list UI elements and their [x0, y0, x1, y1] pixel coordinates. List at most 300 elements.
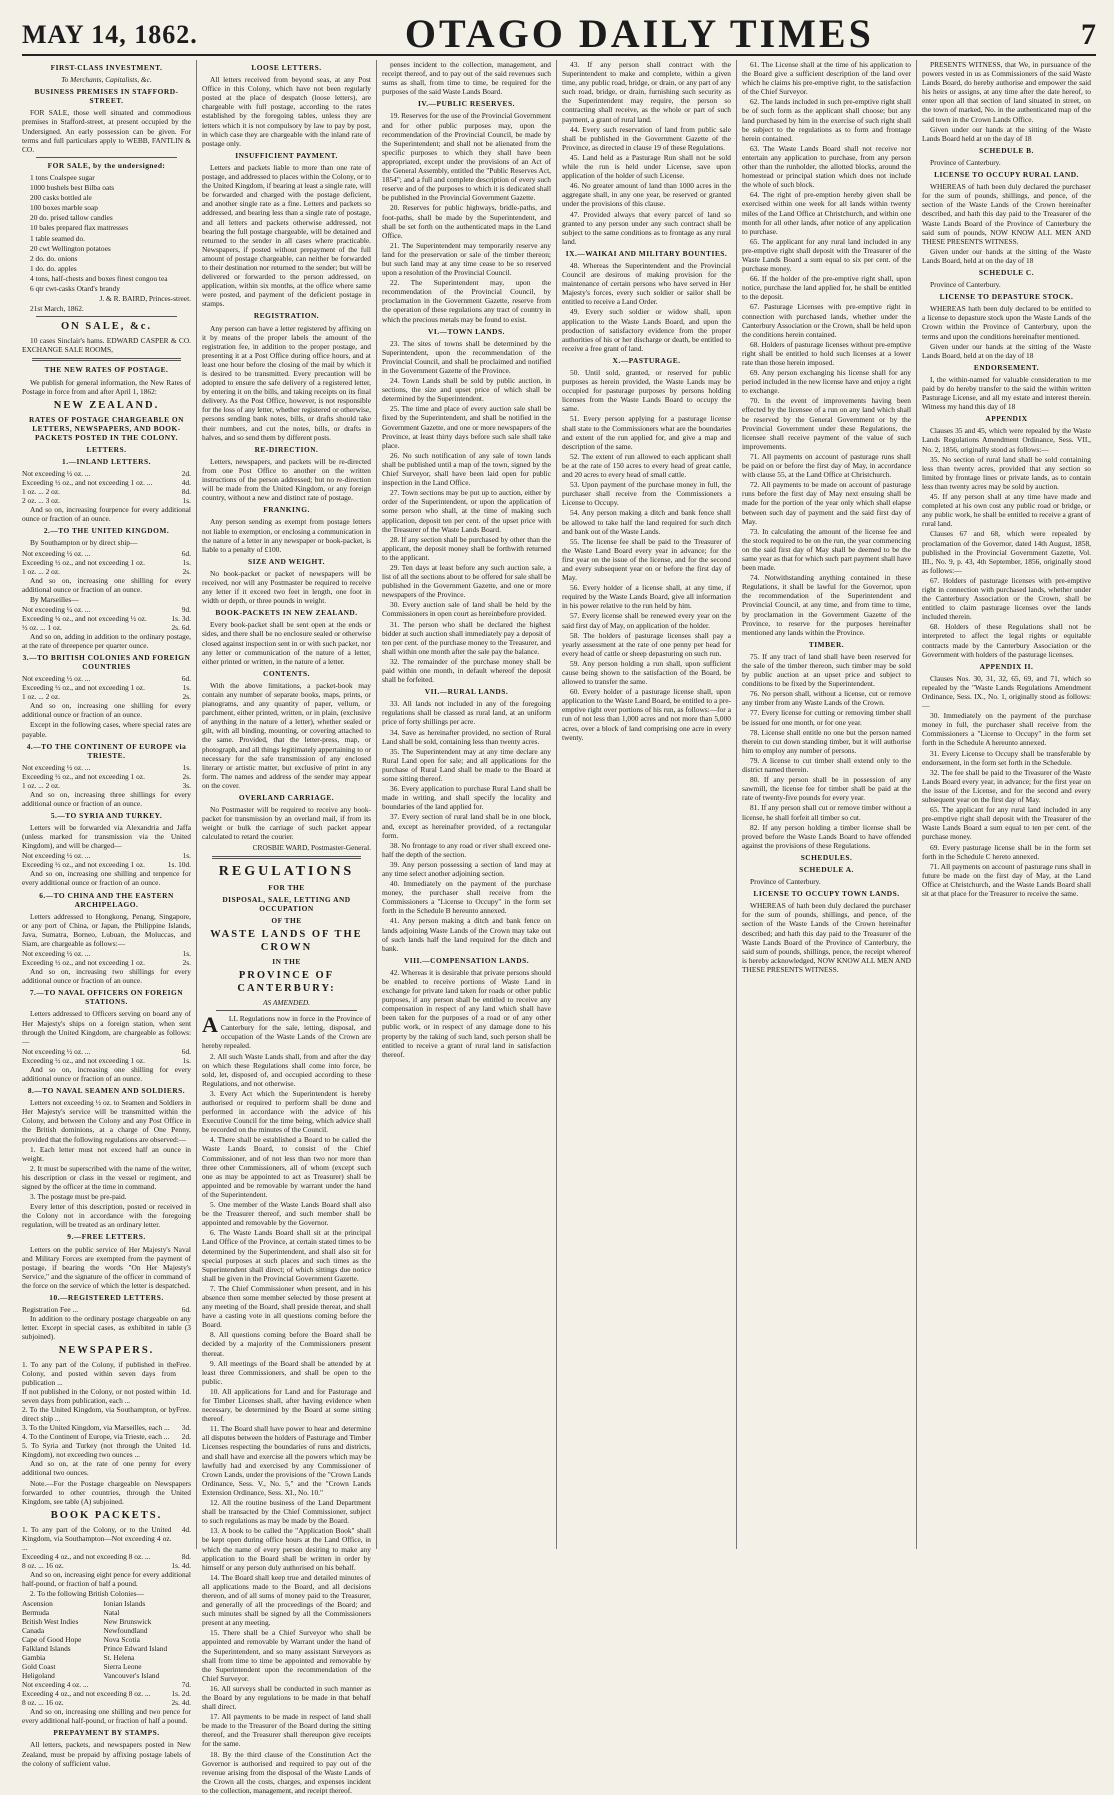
paragraph: 32. The fee shall be paid to the Treasurer of the Waste Lands Board every year, in advance; for the first year on the issue of the License, and for the second and every subsequent year on the first day of May. [922, 767, 1091, 805]
paragraph: 31. Every License to Occupy shall be transferable by endorsement, in the form set forth in the Schedule. [922, 748, 1091, 767]
rate-value: 1s. 10d. [167, 860, 191, 870]
rate-value: 7d. [181, 1680, 191, 1690]
rate-value: 1s. [182, 557, 191, 567]
paragraph: VII.—RURAL LANDS. [424, 687, 509, 697]
paragraph: 15. There shall be a Chief Surveyor who shall be appointed and removable by Warrant under the hand of the Superintendent, and so many assistant Surveyors as shall from time to time be appointed and removable by the Superintendent upon the recommendation of the Chief Surveyor. [202, 1628, 371, 1683]
paragraph: 75. If any tract of land shall have been reserved for the sale of the timber thereon, such timber may be sold by public auction at an upset price and subject to conditions to be fixed by the Superintendent. [742, 651, 911, 689]
rate-table [22, 851, 191, 869]
table-row [22, 1441, 191, 1459]
rate-table [22, 1680, 191, 1707]
regulations-paragraphs [742, 60, 911, 974]
paragraph: 9. All meetings of the Board shall be attended by at least three Commissioners, and shall be open to the public. [202, 1358, 371, 1386]
paragraph: And so on, increasing one shilling for every additional ounce or fraction of an ounce. [22, 701, 191, 720]
paragraph: By Marseilles— [30, 594, 79, 604]
page-number: 7 [1080, 18, 1096, 51]
column-1 [22, 60, 196, 1768]
paragraph: 49. Every such soldier or widow shall, upon application to the Waste Lands Board, and upon the production of satisfactory evidence from the proper authorities of his or her discharge or death, be entitled to receive a free grant of land. [562, 307, 731, 353]
paragraph: And so on, increasing three shillings for every additional ounce or fraction of an ounce. [22, 789, 191, 808]
regulations-for: FOR THE [268, 882, 305, 892]
paragraph: 60. Every holder of a pasturage license shall, upon application to the Waste Land Board, be entitled to a pre-emptive right over portions of his run, as follows:—for a run of not less than 1,000 acres and not more than 5,000 acres, over a block of land comprising one acre in every twenty. [562, 687, 731, 742]
rate-value: 1s. [182, 1055, 191, 1065]
paragraph: 13. A book to be called the "Application Book" shall be kept open during office hours at the Land Office, in which the name of every person desiring to make any application to the Board shall be written in order by himself or any person duly authorised on his behalf. [202, 1526, 371, 1572]
table-row [22, 1047, 191, 1056]
paragraph: 11. The Board shall have power to hear and determine all disputes between the holders of Pasturage and Timber Licenses respecting the boundaries of runs and districts, and shall have and exercise all the powers which may be lawfully had and exercised by any Commissioner of Crown Lands, under the provisions of the "Crown Lands Ordinance, Sess. V., No. 5," and the "Crown Lands Extension Ordinance, Sess. XI., No. 10." [202, 1424, 371, 1497]
paragraph: 71. All payments on account of pasturage runs shall be paid on or before the first day of May, in accordance with clause 55, at the Land Office at Christchurch. [742, 451, 911, 480]
rate-label: Exceeding ½ oz., and not exceeding 1 oz. [22, 771, 145, 781]
rate-table [22, 1047, 191, 1065]
table-row [22, 478, 191, 487]
column-4 [556, 60, 736, 1549]
table-row [22, 1671, 191, 1680]
rate-table [22, 1525, 191, 1570]
rate-table [22, 605, 191, 632]
table-row [22, 763, 191, 772]
paragraph: 18. By the third clause of the Constitution Act the Governor is authorised and required to pay out of the revenue arising from the disposal of the Waste Lands of the Crown all the costs, charges, and expenses incident to the collection, management, and receipt thereof. [202, 1749, 371, 1795]
rate-label: Exceeding ½ oz., and not exceeding 1 oz. [22, 683, 145, 693]
paragraph: 30. Immediately on the payment of the purchase money in full, the purchaser shall receive from the Commissioners a "License to Occupy" in the form set forth in the Schedule A hereunto annexed. [922, 711, 1091, 748]
regulations-title: REGULATIONS [218, 863, 355, 879]
masthead-date: MAY 14, 1862. [22, 20, 198, 49]
divider [212, 856, 361, 859]
paragraph: 20 cwt Wellington potatoes [30, 243, 111, 253]
paragraph: 10 bales prepared flax mattresses [30, 223, 129, 233]
ad-heading: FIRST-CLASS INVESTMENT. [50, 63, 163, 72]
table-cell: Canada [22, 1626, 45, 1636]
table-row [22, 1552, 191, 1561]
table-row [22, 1662, 191, 1671]
colonies-table [22, 1599, 191, 1680]
regulations-paragraphs [202, 1014, 371, 1795]
table-row [22, 614, 191, 623]
regulations-paragraphs [562, 60, 731, 742]
table-cell: Ionian Islands [103, 1599, 146, 1609]
rate-heading: 8.—TO NAVAL SEAMEN AND SOLDIERS. [27, 1086, 186, 1096]
rate-label: Exceeding 4 oz., and not exceeding 8 oz. ... [22, 1689, 151, 1699]
rate-label: 3. To the United Kingdom, via Marseilles, each ... [22, 1423, 170, 1433]
rate-value: 2s. [182, 958, 191, 968]
rate-label: Not exceeding ½ oz. ... [22, 762, 91, 772]
paragraph: Letters and packets liable to more than one rate of postage, and addressed to places within the Colony, or to the United Kingdom, if bearing at least a single rate, will be forwarded and charged with the postage deficient, and another single rate as a fine. Letters and packets so addressed, and bearing less than a single rate of postage, and all letters and packets otherwise addressed, not bearing the full postage chargeable, will be detained and returned to the sender in all cases where practicable. Newspapers, if posted without prepayment of the full amount of postage chargeable, can neither be forwarded to their destination nor returned to the sender; but will be delivered or forwarded to the person addressed, on application, within six months, at the office where same were posted, and payment of the deficient postage in stamps. [202, 162, 371, 309]
paragraph: 42. Whereas it is desirable that private persons should be enabled to receive portions of Waste Land in exchange for private land taken for roads or other public purposes, if any person shall be entitled to receive any compensation in respect of any land which shall have been taken for the purposes of a road or of any other public work, or in respect of any damage done to his property by the taking of such land, such person shall be entitled to receive a grant of rural land in satisfaction thereof. [382, 967, 551, 1059]
rate-value: 8d. [181, 1551, 191, 1561]
rate-table [22, 1305, 191, 1314]
divider [36, 157, 177, 158]
rate-label: Exceeding ½ oz., and not exceeding 1 oz. [22, 1055, 145, 1065]
regulations-paragraphs [922, 60, 1091, 898]
table-row [22, 1608, 191, 1617]
rate-label: 1 oz. ... 2 oz. [22, 692, 60, 702]
rate-value: 2s. [182, 692, 191, 702]
table-cell: Falkland Islands [22, 1644, 71, 1654]
paragraph: And so on, increasing one shilling for every additional ounce or fraction of an ounce. [22, 575, 191, 594]
paragraph: TIMBER. [808, 639, 845, 649]
regulations-amended: AS AMENDED. [262, 998, 311, 1008]
table-cell: Cape of Good Hope [22, 1635, 82, 1645]
paragraph: And so on, adding in addition to the ordinary postage, at the rate of threepence per quarter ounce. [22, 631, 191, 650]
section-subheading: RATES OF POSTAGE CHARGEABLE ON LETTERS, NEWSPAPERS, AND BOOK-PACKETS POSTED IN THE COLONY. [29, 414, 184, 442]
paragraph: Letters on the public service of Her Majesty's Naval and Military Forces are exempted from the payment of postage, if bearing the words "On Her Majesty's Service," and the signature of the officer in command of the force on the service of which the letter is despatched. [22, 1244, 191, 1290]
paragraph: Every letter of this description, posted or received in the Colony not in accordance with the foregoing regulation, will be treated as an ordinary letter. [22, 1202, 191, 1230]
paragraph: 48. Whereas the Superintendent and the Provincial Council are desirous of making provision for the maintenance of certain persons who have served in Her Majesty's forces, every such soldier or sailor shall be entitled to receive a Land Order. [562, 260, 731, 307]
rate-table [22, 549, 191, 576]
paragraph: Given under our hands at the sitting of the Waste Lands Board held at on the day of 18 [922, 124, 1091, 143]
rate-heading: 4.—TO THE CONTINENT OF EUROPE via TRIESTE. [26, 741, 187, 760]
table-row [22, 772, 191, 781]
table-row [22, 674, 191, 683]
paragraph: And so on, increasing one shilling and tenpence for every additional ounce or fraction of an ounce. [22, 869, 191, 888]
paragraph: 71. All payments on account of pasturage runs shall in future be made on the first day of May, at the Land Office at Christchurch, and the Waste Lands Board shall sit at that place for the Treasurer to receive the same. [922, 861, 1091, 898]
rate-value: 4d. [181, 478, 191, 488]
rate-label: 2. To the United Kingdom, via Southampton, or by direct ship ... [22, 1405, 177, 1424]
paragraph: 43. If any person shall contract with the Superintendent to make and complete, within a given time, any public road, bridge, or drain, or any part of any such road, bridge, or drain, furnishing such security as the Superintendent may require, the person so contracting shall receive, as the whole or part of such payment, a grant of rural land. [562, 60, 731, 124]
table-row [22, 1387, 191, 1405]
rate-label: Not exceeding ½ oz. ... [22, 949, 91, 959]
table-cell: New Brunswick [103, 1617, 152, 1627]
table-row [22, 567, 191, 576]
rate-value: 6d. [181, 1046, 191, 1056]
divider [36, 316, 177, 317]
paragraph: 68. Holders of pasturage licenses without pre-emptive right shall be entitled to hold such licenses at a lower rate than those herein imposed. [742, 339, 911, 367]
rate-label: 1. To any part of the Colony, or to the United Kingdom, via Southampton—Not exceeding 4 oz. ... [22, 1524, 172, 1552]
divider [216, 1010, 357, 1011]
rate-heading: 10.—REGISTERED LETTERS. [49, 1293, 164, 1302]
paragraph: 16. All surveys shall be conducted in such manner as the Board by any regulations to be made in that behalf shall direct. [202, 1683, 371, 1712]
rate-value: 2d. [181, 1432, 191, 1442]
paragraph: 64. The right of pre-emption hereby given shall be exercised within one week for all lands within twenty miles of the Land Office at Christchurch, and within one month for all other lands, after notice of any application to purchase. [742, 190, 911, 236]
paragraph: Any person can have a letter registered by affixing on it by means of the proper labels the amount of the registration fee, in addition to the proper postage, and presenting it at a Post Office during office hours, and at least one hour before the closing of the mail by which it is desired to be transmitted. Every precaution will be adopted to ensure the safe delivery of a registered letter, by entering it on the bills, and taking receipts on its final delivery. As the Post Office, however, is not responsible for the loss of any letter, whether registered or otherwise, persons sending bank notes, bills, or drafts should take their numbers, and cut the notes, bills, or drafts in halves, and so send them by different posts. [202, 323, 372, 442]
paragraph: 24. Town Lands shall be sold by public auction, in sections, the size and upset price of which shall be determined by the Superintendent. [382, 376, 551, 404]
table-row [22, 1635, 191, 1644]
paragraph: All letters received from beyond seas, at any Post Office in this Colony, which have not been regularly posted at the place of despatch (loose letters), are chargeable with full postage, according to the rates established by the foregoing tables, unless they are letters which it is not compulsory by law to pay by post, in which case they are chargeable with the inland rate of postage only. [202, 75, 371, 148]
paragraph: 73. In calculating the amount of the license fee and the stock required to be on the run, the year commencing on the said first day of May shall be deemed to be the same year as that for which such part payment shall have been made. [742, 526, 911, 573]
paragraph: ENDORSEMENT. [973, 362, 1040, 372]
paragraph: 7. The Chief Commissioner when present, and in his absence then some member selected by those present at any meeting of the Board, shall preside thereat, and shall have a casting vote in all questions coming before the Board. [202, 1283, 371, 1330]
paragraph: 28. If any section shall be purchased by other than the applicant, the deposit money shall be forthwith returned to the applicant. [382, 534, 551, 562]
table-row [22, 1599, 191, 1608]
section-heading: NEW ZEALAND. [53, 399, 160, 411]
paragraph: 68. Holders of these Regulations shall not be interpreted to affect the legal rights or equitable contracts made by the Canterbury Association or the Government with holders of the pasturage licenses. [922, 622, 1091, 659]
paragraph: 6. The Waste Lands Board shall sit at the principal Land Office of the Province, at certain stated times to be determined by the Superintendent, and shall also sit for special purposes at such places and such times as the Superintendent shall direct; of which sittings due notice shall be given in the Provincial Government Gazette. [202, 1228, 371, 1283]
paragraph: 53. Upon payment of the purchase money in full, the purchaser shall receive from the Commissioners a License to Occupy. [562, 480, 731, 508]
rate-label: Not exceeding ½ oz. ... [22, 469, 91, 479]
paragraph: All letters, packets, and newspapers posted in New Zealand, must be prepaid by affixing postage labels of the colony of sufficient value. [22, 1740, 191, 1768]
paragraph: 74. Notwithstanding anything contained in these Regulations, it shall be lawful for the Governor, upon the recommendation of the Superintendent and Provincial Council, at any time, and from time to time, by proclamation in the Government Gazette of the Province, to reserve for the purposes hereinafter mentioned any lands within the Province. [742, 573, 911, 637]
rate-value: 4d. [181, 1524, 191, 1534]
table-row [22, 487, 191, 496]
paragraph: 200 casks bottled ale [30, 193, 92, 203]
rate-value: 3d. [181, 1423, 191, 1433]
rate-label: 2 oz. ... 3 oz. [22, 496, 60, 506]
rate-heading: 7.—TO NAVAL OFFICERS ON FOREIGN STATIONS. [29, 988, 184, 1007]
paragraph: 3. The postage must be pre-paid. [30, 1192, 127, 1202]
paragraph: 4 tons, half-chests and boxes finest congou tea [30, 273, 168, 283]
paragraph: Clauses Nos. 30, 31, 32, 65, 69, and 71, which so repealed by the "Waste Lands Regulations Amendment Ordinance, Sess. IX., No. 1, originally stood as follows:— [922, 673, 1091, 711]
paragraph: 1000 bushels best Bilba oats [30, 183, 115, 193]
paragraph: 62. The lands included in such pre-emptive right shall be of such form as the applicant shall choose; but any land purchased by him in the exercise of such right shall be subject to the regulations as to form and frontage herein contained. [742, 97, 911, 143]
paragraph: Except in the following cases, where special rates are payable. [22, 720, 191, 739]
rate-value: Free. [176, 1360, 191, 1370]
regulations-paragraphs [382, 60, 551, 1059]
paragraph: 66. If the holder of the pre-emptive right shall, upon notice, purchase the land applied for, he shall be entitled to the deposit. [742, 274, 911, 302]
table-row [22, 1405, 191, 1423]
table-row [22, 558, 191, 567]
rate-label: 1 oz. ... 2 oz. [22, 566, 60, 576]
rate-value: 6d. [181, 548, 191, 558]
drop-cap: A [202, 1012, 218, 1038]
paragraph: Letters addressed to Hongkong, Penang, Singapore, or any port of China, or Japan, the Philippine Islands, Java, Sumatra, Borneo, Lubuan, the Moluccas, and Siam, are chargeable as follows:— [22, 911, 191, 948]
paragraph: 32. The remainder of the purchase money shall be paid within one month, in default whereof the deposit shall be forfeited. [382, 656, 551, 685]
table-row [22, 496, 191, 505]
section-heading: RE-DIRECTION. [254, 444, 319, 454]
table-cell: Ascension [22, 1599, 53, 1609]
paragraph: 12. All the routine business of the Land Department shall be transacted by the Chief Commissioner, subject to such regulations as may be made by the Board. [202, 1498, 371, 1526]
table-row [22, 1626, 191, 1635]
paragraph: No book-packet or packet of newspapers will be received, nor will any Postmaster be required to receive any letter if it exceed two feet in length, one foot in width or depth, or three pounds in weight. [202, 568, 371, 606]
paragraph: 34. Save as hereinafter provided, no section of Rural Land shall be sold, containing less than twenty acres. [382, 727, 551, 746]
paragraph: 14. The Board shall keep true and detailed minutes of all applications made to the Board, and all decisions thereon, and of all sums of money paid to the Treasurer, and generally of all the proceedings of the Board; and such minutes shall be signed by all the Commissioners present at any meeting. [202, 1572, 371, 1628]
paragraph: 27. Town sections may be put up to auction, either by order of the Superintendent, or upon the application of some person who shall, at the time of making such application, deposit ten per cent. of the upset price with the Treasurer of the Waste Lands Board. [382, 488, 551, 534]
paragraph: Letters, newspapers, and packets will be re-directed from one Post Office to another on the written instructions of the person addressed; but no re-direction will be made from the United Kingdom, or any foreign country, without a new and distinct rate of postage. [202, 456, 371, 503]
regulations-of: OF THE [271, 915, 302, 925]
column-6 [916, 60, 1096, 1549]
ad-body: 10 cases Sinclair's hams. EDWARD CASPER & CO. EXCHANGE SALE ROOMS, [22, 336, 191, 355]
paragraph: 69. Every pasturage license shall be in the form set forth in the Schedule C hereto annexed. [922, 842, 1091, 861]
rate-label: Exceeding ½ oz., and not exceeding 1 oz. [22, 557, 145, 567]
paragraph: 82. If any person holding a timber license shall be proved before the Waste Lands Board to have offended against the provisions of these Regulations. [742, 822, 911, 850]
paragraph: 4. There shall be established a Board to be called the Waste Lands Board, to consist of the Chief Commissioner, and of not less than two nor more than three other Commissioners, all of whom (except such one as may be appointed to act as Treasurer) shall be appointed and be removable by warrant under the hand of the Superintendent. [202, 1135, 371, 1199]
paragraph: 81. If any person shall cut or remove timber without a license, he shall forfeit all timber so cut. [742, 803, 911, 822]
paragraph: Note.—For the Postage chargeable on Newspapers forwarded to other countries, through the United Kingdom, see table (A) subjoined. [22, 1478, 191, 1506]
columns [22, 60, 1096, 1795]
column-3 [376, 60, 556, 1549]
paragraph: Clauses 35 and 45, which were repealed by the Waste Lands Regulations Amendment Ordinance, Sess. VII., No. 2, 1856, originally stood as follows:— [922, 426, 1091, 454]
ad-subline: To Merchants, Capitalists, &c. [61, 75, 152, 85]
masthead [22, 10, 1096, 56]
rate-label: 8 oz. ... 16 oz. [22, 1560, 64, 1570]
table-row [22, 692, 191, 701]
rate-label: Exceeding 4 oz., and not exceeding 8 oz. ... [22, 1551, 151, 1561]
paragraph: 76. No person shall, without a license, cut or remove any timber from any Waste Lands of the Crown. [742, 689, 911, 708]
paragraph: X.—PASTURAGE. [612, 355, 681, 365]
rate-heading: 1.—INLAND LETTERS. [62, 457, 151, 467]
regulations-subtitle: DISPOSAL, SALE, LETTING AND OCCUPATION [222, 894, 351, 913]
table-row [22, 549, 191, 558]
ad-heading: ON SALE, &c. [60, 321, 153, 333]
paragraph: 25. The time and place of every auction sale shall be fixed by the Superintendent, and shall be notified in the Government Gazette, and one or more newspapers of the Province, at least thirty days before such sale shall take place. [382, 404, 551, 450]
table-cell: Newfoundland [103, 1626, 148, 1636]
paragraph: 80. If any person shall be in possession of any sawmill, the license fee for timber shall be paid at the rate of twenty-five pounds for every year. [742, 775, 911, 803]
table-cell: Nova Scotia [103, 1635, 140, 1645]
paragraph: 30. Every auction sale of land shall be held by the Commissioners in open court as hereinbefore provided. [382, 600, 551, 619]
rate-label: Not exceeding ¼ oz. ... [22, 604, 91, 614]
paragraph: 29. Ten days at least before any such auction sale, a list of all the sections about to be offered for sale shall be published in the Government Gazette, and one or more newspapers of the Province. [382, 562, 551, 600]
table-row [22, 1561, 191, 1570]
ad-date: 21st March, 1862. [30, 304, 84, 314]
paragraph: 35. No section of rural land shall be sold containing less than twenty acres, provided that any section so limited by frontage lines or private lands, as to contain less than twenty acres may be sold by auction. [922, 454, 1091, 491]
paragraph: 58. The holders of pasturage licenses shall pay a yearly assessment at the rate of one penny per head for every head of cattle or sheep depasturing on such run. [562, 630, 731, 658]
paragraph: 59. Any person holding a run shall, upon sufficient cause being shown to the satisfaction of the Board, be allowed to transfer the same. [562, 658, 731, 687]
paragraph: IX.—WAIKAI AND MILITARY BOUNTIES. [565, 248, 728, 258]
rate-heading: 3.—TO BRITISH COLONIES AND FOREIGN COUNTRIES [22, 653, 191, 672]
regulations-in: IN THE [272, 956, 301, 966]
rate-value: 1s. [182, 683, 191, 693]
rate-value: 1s. [182, 949, 191, 959]
paragraph: Any person sending as exempt from postage letters not liable to exemption, or enclosing a communication in the nature of a letter in any newspaper or book-packet, is liable to a penalty of £100. [202, 517, 371, 554]
paragraph: 69. Any person exchanging his license shall for any period included in the new license have and enjoy a right to exchange. [742, 368, 911, 396]
paragraph: And so on, increasing two shillings for every additional ounce or fraction of an ounce. [22, 967, 191, 986]
table-row [22, 1432, 191, 1441]
paragraph: 19. Reserves for the use of the Provincial Government and for other public purposes may, upon the recommendation of the Provincial Council, be made by the Superintendent; and shall not be alienated from the specific purposes to which they shall have been appropriated, except under the provisions of an Act of the General Assembly, entitled the "Public Reserves Act, 1854"; and a full and complete description of every such reserve and of the purposes to which it is dedicated shall be published in the Provincial Government Gazette. [382, 111, 551, 203]
paragraph: APPENDIX [985, 414, 1028, 424]
table-row [22, 860, 191, 869]
section-heading: LETTERS. [86, 445, 127, 454]
paragraph: 6 qtr cwt-casks Otard's brandy [30, 283, 120, 293]
rate-value: 2s. [182, 771, 191, 781]
rate-value: 1d. [181, 1387, 191, 1397]
paragraph: And so on, increasing one shilling for every additional ounce or fraction of an ounce. [22, 1064, 191, 1083]
paragraph: 47. Provided always that every parcel of land so granted to any person under any such contract shall be subject to the same conditions as to frontage as any rural land. [562, 209, 731, 246]
rate-heading: 6.—TO CHINA AND THE EASTERN ARCHIPELAGO. [39, 890, 174, 909]
paragraph: 57. Every license shall be renewed every year on the said first day of May, on application of the holder. [562, 611, 731, 630]
rate-value: 1d. [181, 1441, 191, 1451]
paragraph: 65. The applicant for any rural land included in any pre-emptive right shall deposit with the Treasurer of the Waste Lands Board a sum equal to ten per cent. of the purchase money. [922, 805, 1091, 842]
masthead-title: OTAGO DAILY TIMES [404, 11, 874, 56]
rate-value: 8d. [181, 487, 191, 497]
rate-heading: 2.—TO THE UNITED KINGDOM. [43, 526, 170, 536]
rate-value: 6d. [181, 1305, 191, 1315]
paragraph: 70. In the event of improvements having been effected by the licensee of a run on any land which shall be reserved by the General Government or by the Provincial Government under these Regulations, the licensee shall receive payment of the value of such improvements. [742, 396, 911, 451]
paragraph: 35. The Superintendent may at any time declare any Rural Land open for sale; and all applications for the purchase of Rural Land shall be made to the Board at some sitting thereof. [382, 746, 551, 784]
table-row [22, 851, 191, 860]
table-row [22, 683, 191, 692]
section-heading: BOOK PACKETS. [50, 1509, 163, 1521]
paragraph: 79. A license to cut timber shall extend only to the district named therein. [742, 755, 911, 775]
table-cell: British West Indies [22, 1617, 79, 1627]
table-row [22, 1653, 191, 1662]
rate-label: 5. To Syria and Turkey (not through the United Kingdom), not exceeding two ounces ... [22, 1441, 177, 1460]
table-row [22, 1423, 191, 1432]
paragraph: SCHEDULE B. [979, 145, 1034, 155]
rate-label: Not exceeding ½ oz. ... [22, 548, 91, 558]
paragraph: 77. Every license for cutting or removing timber shall be issued for one month, or for one year. [742, 708, 911, 727]
paragraph: 51. Every person applying for a pasturage license shall state to the Commissioners what are the boundaries and extent of the run applied for, and give a map and description of the same. [562, 414, 731, 451]
paragraph: Province of Canterbury. [750, 877, 821, 887]
section-heading: FRANKING. [263, 505, 310, 515]
paragraph: 26. No such notification of any sale of town lands shall be published until a map of the town, signed by the Chief Surveyor, shall have been laid open for public inspection in the Land Office. [382, 450, 551, 488]
rate-heading: 9.—FREE LETTERS. [67, 1232, 146, 1242]
paragraph: WHEREAS hath been duly declared to be entitled to a license to depasture stock upon the Waste Lands of the Crown within the Province of Canterbury, upon the terms and upon the conditions hereinafter mentioned. [922, 304, 1091, 341]
table-row [22, 1689, 191, 1698]
paragraph: PRESENTS WITNESS, that We, in pursuance of the powers vested in us as Commissioners of the said Waste Lands Board, do hereby authorise and empower the said his heirs or assigns, at any time after the date hereof, to enter upon all that section of land situated in street, on the town of marked, No. in the authenticated map of the said town in the Crown Lands Office. [922, 60, 1091, 124]
paragraph: And so on, at the rate of one penny for every additional two ounces. [22, 1459, 191, 1478]
table-row [22, 958, 191, 967]
paragraph: 65. The applicant for any rural land included in any pre-emptive right shall deposit with the Treasurer of the Waste Lands Board a sum equal to six per cent. of the purchase money. [742, 236, 911, 274]
rate-heading: PREPAYMENT BY STAMPS. [53, 1728, 160, 1738]
column-2 [196, 60, 376, 1795]
regulations-subtitle: WASTE LANDS OF THE CROWN [210, 928, 363, 953]
paragraph: 23. The sites of towns shall be determined by the Superintendent, upon the recommendation of the Provincial Council, and shall be proclaimed and notified in the Government Gazette of the Province. [382, 338, 551, 375]
rate-label: 1 oz. ... 2 oz. [22, 487, 60, 497]
paragraph: 31. The person who shall be declared the highest bidder at such auction shall immediately pay a deposit of ten per cent. of the purchase money to the Treasurer, and shall within one month after the sale pay the balance. [382, 619, 551, 656]
rate-table [22, 949, 191, 967]
paragraph: Letters will be forwarded via Alexandria and Jaffa (unless marked for transmission via the United Kingdom), and will be charged— [22, 823, 191, 851]
section-heading: THE NEW RATES OF POSTAGE. [44, 365, 169, 375]
paragraph: Letters addressed to Officers serving on board any of Her Majesty's ships on a foreign station, when sent through the United Kingdom, are chargeable as follows:— [22, 1009, 191, 1046]
rate-label: Exceeding ½ oz., and not exceeding 1 oz. [22, 958, 145, 968]
paragraph: VIII.—COMPENSATION LANDS. [403, 955, 530, 965]
paragraph: 21. The Superintendent may temporarily reserve any land for the preservation or sale of the timber thereon; but such land may at any time cease to be so reserved upon a resolution of the Provincial Council. [382, 240, 551, 278]
table-row [22, 605, 191, 614]
paragraph: 36. Every application to purchase Rural Land shall be made in writing, and shall specify the locality and boundaries of the land applied for. [382, 784, 551, 812]
paragraph: 38. No frontage to any road or river shall exceed one-half the depth of the section. [382, 840, 551, 859]
paragraph: 46. No greater amount of land than 1000 acres in the aggregate shall, in any one year, be reserved or granted under the provisions of this clause. [562, 181, 731, 209]
table-row [22, 1617, 191, 1626]
paragraph: No Postmaster will be required to receive any book-packet for transmission by an overland mail, if from its weight or bulk the carriage of such packet appear calculated to retard the courier. [202, 805, 371, 842]
paragraph: 2. It must be superscribed with the name of the writer, his description or class in the vessel or regiment, and signed by the officer at the time in command. [22, 1163, 191, 1191]
paragraph: Every book-packet shall be sent open at the ends or sides, and there shall be no enclosure sealed or otherwise closed against inspection sent in or with such packet, nor any letter or communication of the nature of a letter, either printed or written, in the nature of a letter. [202, 620, 371, 666]
paragraph: LICENSE TO OCCUPY TOWN LANDS. [753, 889, 900, 899]
paragraph: IV.—PUBLIC RESERVES. [418, 99, 515, 109]
table-row [22, 949, 191, 958]
paragraph: 1 table seamed do. [30, 233, 86, 243]
paragraph: 100 boxes marble soap [30, 203, 98, 213]
rate-value: 1s. 4d. [171, 1560, 191, 1570]
rate-label: 1 oz. ... 2 oz. [22, 780, 60, 790]
paragraph: 1 do. do. apples [30, 263, 77, 273]
paragraph: 8. All questions coming before the Board shall be decided by a majority of the Commissioners present thereat. [202, 1330, 371, 1358]
section-heading: NEWSPAPERS. [58, 1345, 155, 1357]
paragraph: 61. The License shall at the time of his application to the Board give a sufficient description of the land over which he claims his pre-emptive right, to the satisfaction of the Chief Surveyor. [742, 60, 911, 97]
paragraph: 2. To the following British Colonies— [30, 1589, 144, 1599]
rate-label: Not exceeding 4 oz. ... [22, 1680, 89, 1690]
paragraph: I, the within-named for valuable consideration to me paid by do hereby transfer to the said the within written Pasturage License, and all my estate and interest therein. Witness my hand this day of 18 [922, 374, 1091, 412]
paragraph: 56. Every holder of a license shall, at any time, if required by the Waste Lands Board, give all information in his power relative to the run held by him. [562, 583, 731, 611]
table-row [22, 1056, 191, 1065]
rate-value: 6d. [181, 674, 191, 684]
rate-label: Not exceeding ½ oz. ... [22, 851, 91, 861]
rate-table [22, 763, 191, 790]
rate-value: 2s. [182, 566, 191, 576]
column-5 [736, 60, 916, 1549]
rate-label: If not published in the Colony, or not posted within seven days from publication, each ... [22, 1387, 177, 1406]
rate-table [22, 674, 191, 701]
rate-label: Exceeding ¼ oz., and not exceeding ½ oz. [22, 613, 147, 623]
rate-label: 4. To the Continent of Europe, via Trieste, each ... [22, 1432, 170, 1442]
section-heading: BOOK-PACKETS IN NEW ZEALAND. [215, 608, 358, 618]
paragraph: WHEREAS of hath been duly declared the purchaser for the sum of pounds, shillings, and pence, of the section of the Waste Lands of the Crown hereinafter described; and hath this day paid to the Treasurer of the Waste Lands Board of the Province of Canterbury, the said sum of pounds, shillings, pence, the receipt whereof is hereby acknowledged, NOW KNOW ALL MEN AND THESE PRESENTS WITNESS. [742, 901, 911, 974]
paragraph: And so on, increasing eight pence for every additional half-pound, or fraction of half a pound. [22, 1569, 191, 1588]
paragraph: 1 tons Coalspee sugar [30, 172, 95, 182]
ad-heading: BUSINESS PREMISES IN STAFFORD-STREET. [34, 87, 179, 106]
section-heading: LOOSE LETTERS. [251, 63, 322, 72]
rate-value: Free. [176, 1405, 191, 1415]
rate-value: 2s. 4d. [171, 1698, 191, 1708]
table-cell: Gambia [22, 1653, 46, 1663]
section-heading: CONTENTS. [262, 668, 310, 678]
paragraph: And so on, increasing one shilling and two pence for every additional half-pound, or fraction of half a pound. [22, 1707, 191, 1726]
paragraph: Province of Canterbury. [930, 157, 1001, 167]
paragraph: VI.—TOWN LANDS. [428, 326, 505, 336]
paragraph: 17. All payments to be made in respect of land shall be made to the Treasurer of the Board during the sitting thereof, and the Treasurer shall thereupon give receipts for the same. [202, 1712, 371, 1749]
paragraph: 41. Any person making a ditch and bank fence on lands adjoining Waste Lands of the Crown may take out of such lands half the land required for the ditch and bank. [382, 916, 551, 953]
rate-value: 2d. [181, 469, 191, 479]
paragraph: 78. License shall entitle no one but the person named therein to cut down standing timber, but it will authorise him to employ any number of persons. [742, 727, 911, 755]
rate-label: Exceeding ½ oz., and not exceeding 1 oz. ... [22, 478, 153, 488]
table-cell: Bermuda [22, 1608, 50, 1618]
paragraph: LICENSE TO OCCUPY RURAL LAND. [934, 170, 1079, 180]
rate-label: Registration Fee ... [22, 1305, 79, 1315]
paragraph: Clauses 67 and 68, which were repealed by proclamation of the Governor, dated 14th August, 1858, published in the Provincial Government Gazette, Vol. III., No. 9, p. 43, 4th September, 1856, originally stood as follows:— [922, 529, 1091, 575]
